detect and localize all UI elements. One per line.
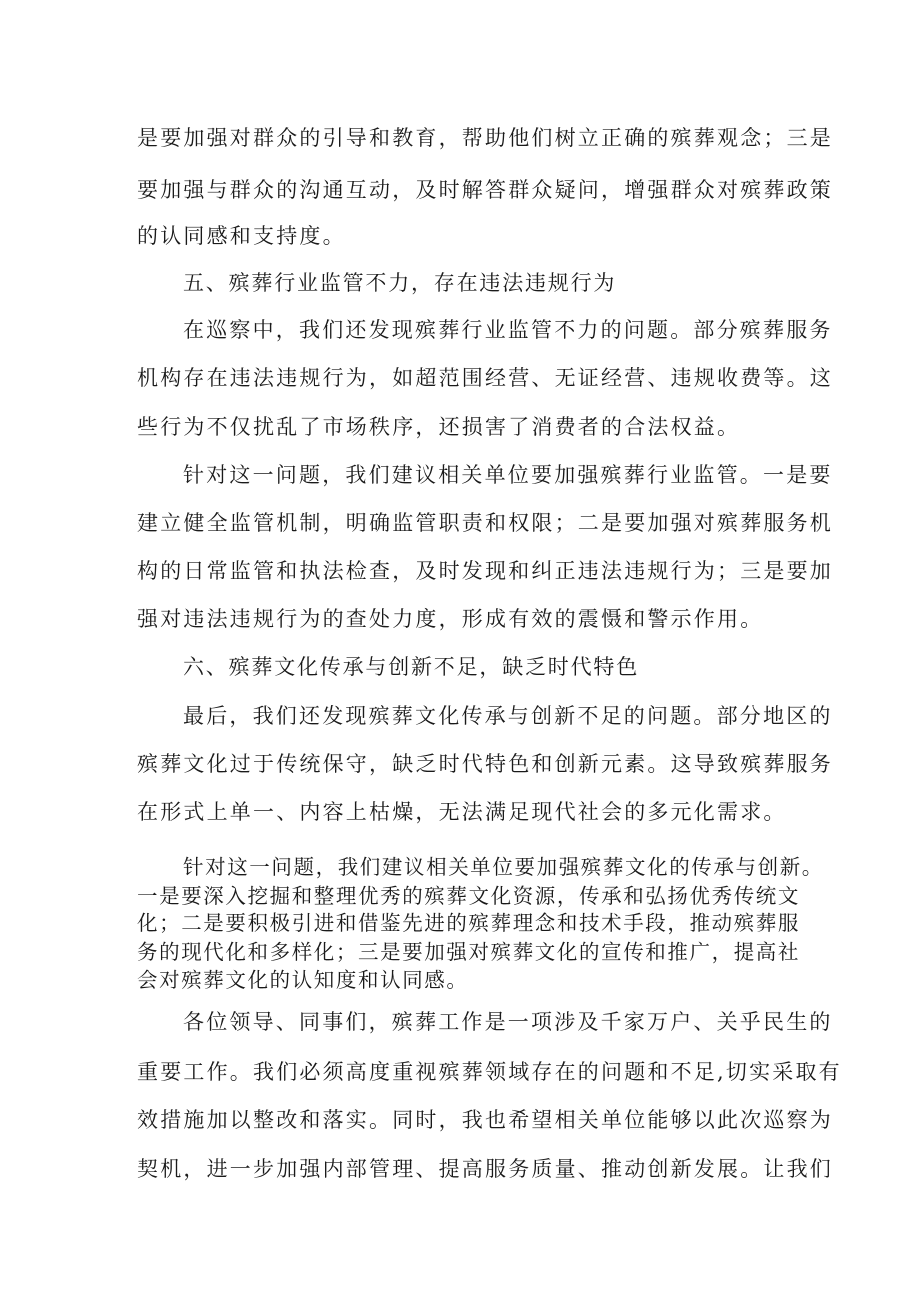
text-line: 是要加强对群众的引导和教育，帮助他们树立正确的殡葬观念；三是 bbox=[137, 126, 833, 150]
text-line: 各位领导、同事们，殡葬工作是一项涉及千家万户、关乎民生的 bbox=[183, 1010, 833, 1034]
text-line: 会对殡葬文化的认知度和认同感。 bbox=[137, 968, 469, 992]
text-line: 在形式上单一、内容上枯燥，无法满足现代社会的多元化需求。 bbox=[137, 800, 787, 824]
text-line: 化；二是要积极引进和借鉴先进的殡葬理念和技术手段，推动殡葬服 bbox=[137, 911, 800, 935]
text-line: 针对这一问题，我们建议相关单位要加强殡葬文化的传承与创新。 bbox=[183, 855, 824, 879]
text-line: 些行为不仅扰乱了市场秩序，还损害了消费者的合法权益。 bbox=[137, 415, 741, 439]
text-line: 一是要深入挖掘和整理优秀的殡葬文化资源，传承和弘扬优秀传统文 bbox=[137, 884, 800, 908]
text-line: 建立健全监管机制，明确监管职责和权限；二是要加强对殡葬服务机 bbox=[137, 511, 833, 535]
text-line: 在巡察中，我们还发现殡葬行业监管不力的问题。部分殡葬服务 bbox=[183, 318, 833, 342]
text-line: 强对违法违规行为的查处力度，形成有效的震慑和警示作用。 bbox=[137, 607, 764, 631]
section-heading-5: 五、殡葬行业监管不力，存在违法违规行为 bbox=[183, 271, 617, 295]
text-line: 殡葬文化过于传统保守，缺乏时代特色和创新元素。这导致殡葬服务 bbox=[137, 752, 833, 776]
text-line: 效措施加以整改和落实。同时，我也希望相关单位能够以此次巡察为 bbox=[137, 1108, 833, 1132]
text-line: 构的日常监管和执法检查，及时发现和纠正违法违规行为；三是要加 bbox=[137, 559, 833, 583]
text-line: 机构存在违法违规行为，如超范围经营、无证经营、违规收费等。这 bbox=[137, 366, 833, 390]
text-line: 务的现代化和多样化；三是要加强对殡葬文化的宣传和推广，提高社 bbox=[137, 940, 800, 964]
text-line: 最后，我们还发现殡葬文化传承与创新不足的问题。部分地区的 bbox=[183, 704, 833, 728]
text-line: 契机，进一步加强内部管理、提高服务质量、推动创新发展。让我们 bbox=[137, 1157, 833, 1181]
text-line: 重要工作。我们必须高度重视殡葬领域存在的问题和不足,切实采取有 bbox=[137, 1060, 842, 1084]
section-heading-6: 六、殡葬文化传承与创新不足，缺乏时代特色 bbox=[183, 655, 639, 679]
text-line: 的认同感和支持度。 bbox=[137, 224, 346, 248]
text-line: 针对这一问题，我们建议相关单位要加强殡葬行业监管。一是要 bbox=[183, 463, 833, 487]
text-line: 要加强与群众的沟通互动，及时解答群众疑问，增强群众对殡葬政策 bbox=[137, 178, 833, 202]
